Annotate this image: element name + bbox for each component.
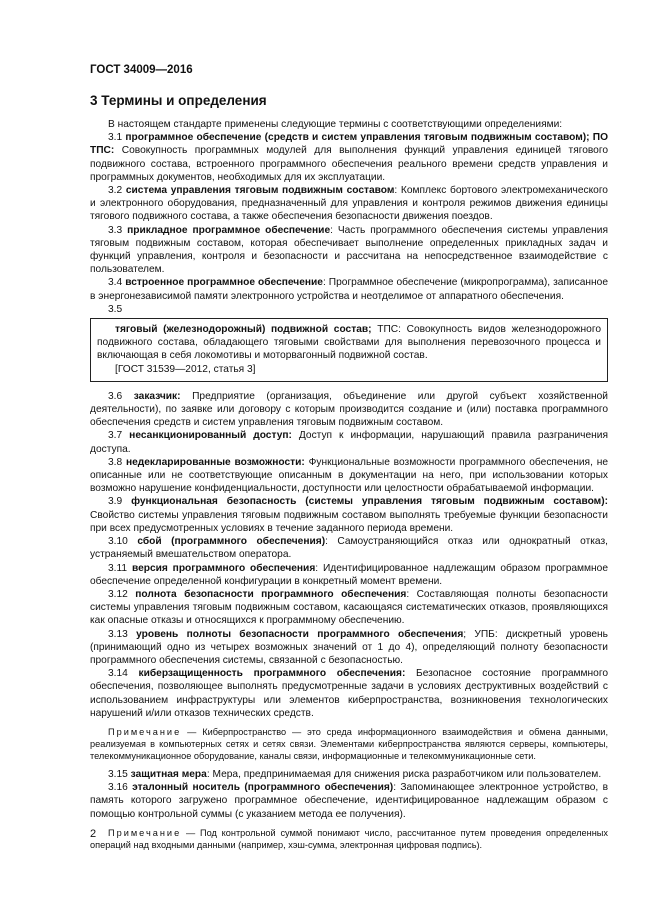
term-3-8: 3.8 недекларированные возможности: Функциональные возможности программного обеспечения, не описанные или не соответствующие описанным в документации на него, при использовании которых возможно нарушение конфиденциальности, доступности или целостности обрабатываемой информации. xyxy=(90,456,608,495)
term-3-15: 3.15 защитная мера: Мера, предпринимаемая для снижения риска разработчиком или пользователем. xyxy=(108,768,602,780)
term-name: версия программного обеспечения xyxy=(131,562,316,574)
note-label: Примечание xyxy=(108,827,182,838)
term-3-9: 3.9 функциональная безопасность (системы управления тяговым подвижным составом): Свойство системы управления тяговым подвижным составом выполнять требуемые функции безопасности при всех предусмотренных условиях в течение заданного периода времени. xyxy=(90,496,608,534)
note-cyberspace: Примечание — Киберпространство — это среда информационного взаимодействия и обмена данными, реализуемая в компьютерных сетях и сетях связи. Элементами киберпространства являются серверы, компьютеры, телекоммуникационное оборудование, каналы связи, информационные и телекоммуникационные сети. xyxy=(90,726,608,761)
term-3-1: 3.1 программное обеспечение (средств и систем управления тяговым подвижным составом); ПО ТПС: Совокупность программных модулей для выполнения функций управления единицей тягового подвижного состава, встроенного программного обеспечения реального времени средств управления и программных документов, необходимых для их эксплуатации. xyxy=(90,132,608,183)
term-3-16: 3.16 эталонный носитель (программного обеспечения): Запоминающее электронное устройство, в память которого загружено программное обеспечение, идентифицированное надлежащим образом с помощью контрольной суммы (с указанием метода ее получения). xyxy=(90,782,608,820)
note-checksum: Примечание — Под контрольной суммой понимают число, рассчитанное путем проведения определенных операций над входными данными (например, хэш-сумма, электронная цифровая подпись). xyxy=(90,827,608,850)
document-header: ГОСТ 34009—2016 xyxy=(90,64,193,76)
term-name: программное обеспечение (средств и систем управления тяговым подвижным составом); ПО ТПС: xyxy=(90,132,608,157)
term-name: функциональная безопасность (системы управления тяговым подвижным составом): xyxy=(131,496,608,508)
term-3-3: 3.3 прикладное программное обеспечение: Часть программного обеспечения системы управления тяговым подвижным составом, которая обеспечивает выполнение определенных прикладных задач и функций управления, контроля и безопасности и рассчитана на непосредственное взаимодействие с пользователем. xyxy=(90,224,608,276)
term-3-5-number: 3.5 xyxy=(108,303,123,315)
intro-paragraph: В настоящем стандарте применены следующие термины с соответствующими определениями: xyxy=(108,119,563,130)
term-name: заказчик: xyxy=(133,390,181,402)
term-name: недекларированные возможности: xyxy=(125,456,305,468)
term-name: система управления тяговым подвижным составом xyxy=(125,185,395,197)
term-name: защитная мера xyxy=(130,768,207,780)
term-source: [ГОСТ 31539—2012, статья 3] xyxy=(115,363,256,375)
term-3-13: 3.13 уровень полноты безопасности программного обеспечения; УПБ: дискретный уровень (принимающий одно из четырех возможных значений от 1 до 4), определяющий полноту безопасности программного обеспечения системы, связанной с безопасностью. xyxy=(90,628,608,666)
note-label: Примечание xyxy=(108,726,182,737)
term-name: сбой (программного обеспечения) xyxy=(137,536,326,548)
framed-term-box xyxy=(90,318,608,382)
page-number: 2 xyxy=(90,828,97,840)
term-3-7: 3.7 несанкционированный доступ: Доступ к информации, нарушающий правила разграничения доступа. xyxy=(90,430,608,455)
term-3-2: 3.2 система управления тяговым подвижным составом: Комплекс бортового электромеханического и электронного оборудования, предназначенный для управления и контроля режимов движения единицы тягового подвижного состава, а также обеспечения безопасности движения поездов. xyxy=(90,185,608,223)
term-name: эталонный носитель (программного обеспечения) xyxy=(132,782,394,794)
term-3-6: 3.6 заказчик: Предприятие (организация, объединение или другой субъект хозяйственной деятельности), по заявке или договору с которым производится создание и (или) поставка программного обеспечения средств и систем управления тяговым подвижным составом. xyxy=(90,390,608,429)
term-name: уровень полноты безопасности программного обеспечения xyxy=(136,628,464,640)
term-3-10: 3.10 сбой (программного обеспечения): Самоустраняющийся отказ или однократный отказ, устраняемый вмешательством оператора. xyxy=(90,536,608,561)
term-name: несанкционированный доступ: xyxy=(129,430,292,442)
term-3-11: 3.11 версия программного обеспечения: Идентифицированное надлежащим образом программное обеспечение определенной конфигурации в конкретный момент времени. xyxy=(90,562,608,587)
term-name: прикладное программное обеспечение xyxy=(127,224,331,236)
term-name: тяговый (железнодорожный) подвижной состав; xyxy=(115,324,372,336)
term-3-14: 3.14 киберзащищенность программного обеспечения: Безопасное состояние программного обеспечения, позволяющее выполнять предусмотренные задачи в условиях деструктивных воздействий с использованием инфраструктуры или элементов киберпространства, возникновения технологических нарушений и/или отказов технических средств. xyxy=(90,668,608,719)
document-body xyxy=(90,118,608,857)
term-name: встроенное программное обеспечение xyxy=(125,277,323,289)
term-3-4: 3.4 встроенное программное обеспечение: Программное обеспечение (микропрограмма), записанное в энергонезависимой памяти электронного устройства и неотделимое от аппаратного обеспечения. xyxy=(90,277,608,302)
term-name: полнота безопасности программного обеспечения xyxy=(135,588,407,600)
term-name: киберзащищенность программного обеспечения: xyxy=(138,668,406,680)
section-title: 3 Термины и определения xyxy=(90,93,267,108)
term-3-5: тяговый (железнодорожный) подвижной состав; ТПС: Совокупность видов железнодорожного подвижного состава, обладающего тяговыми свойствами для выполнения перевозочного процесса и включающая в себя локомотивы и моторвагонный подвижной состав. xyxy=(97,324,601,362)
term-3-12: 3.12 полнота безопасности программного обеспечения: Составляющая полноты безопасности системы управления тяговым подвижным составом, касающаяся систематических отказов, проявляющихся как опасные отказы и относящихся к программному обеспечению. xyxy=(90,588,608,627)
